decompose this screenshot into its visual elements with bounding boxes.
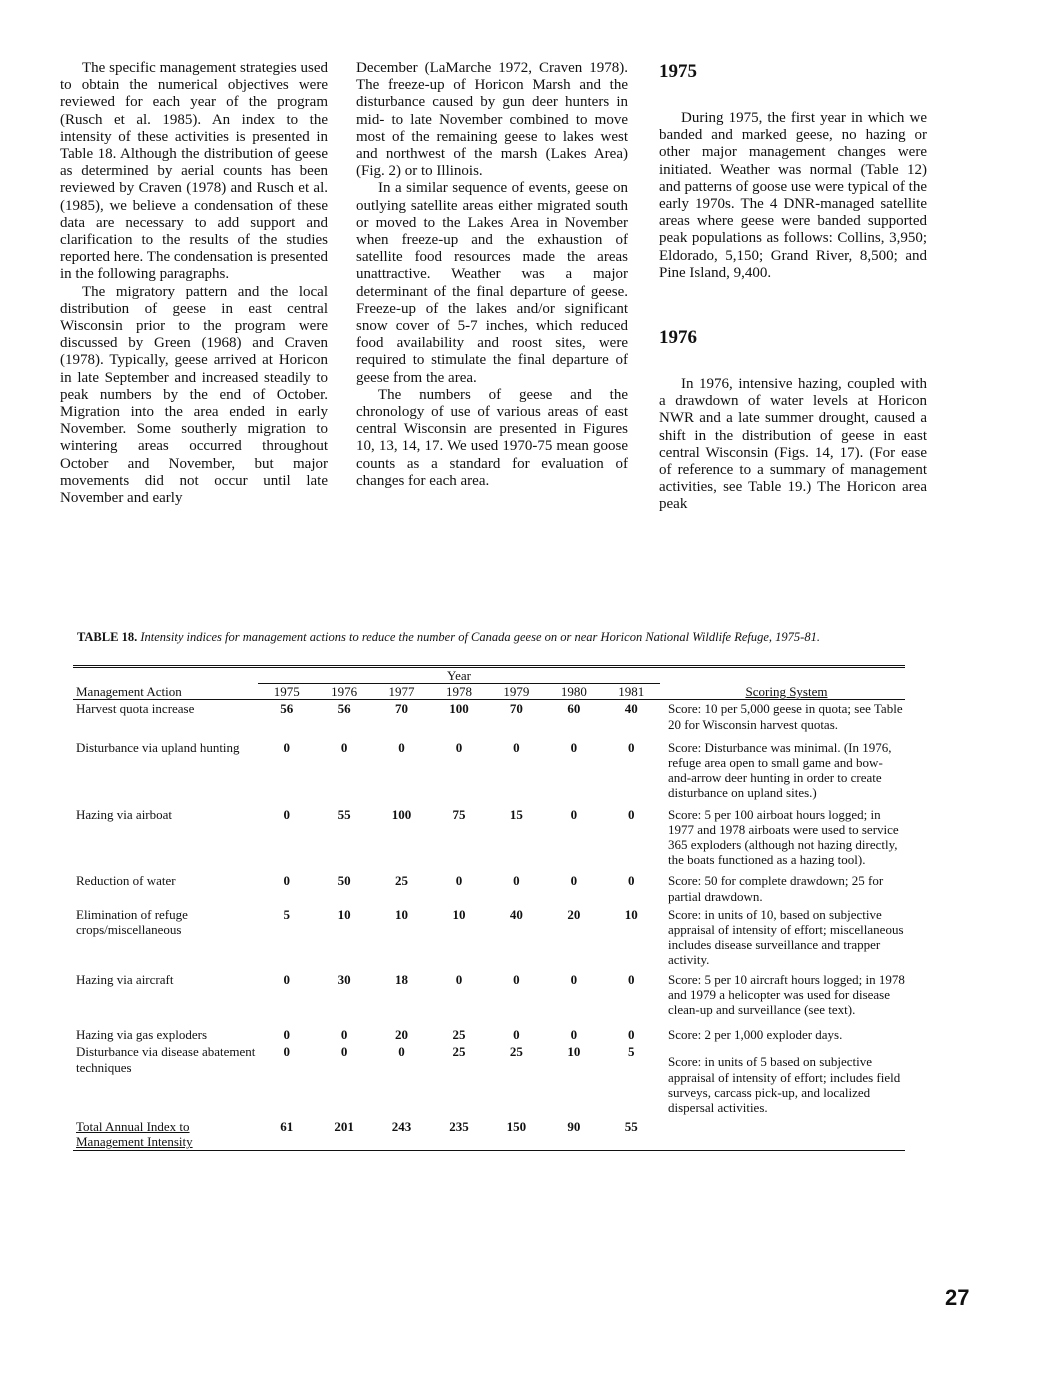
- table-caption-text: Intensity indices for management actions to reduce the number of Canada geese on or near Horicon National Wildlife Refuge, 1975-81.: [140, 630, 820, 644]
- paragraph: The migratory pattern and the local distribution of geese in east central Wisconsin prior to the program were discussed by Green (1968) and Craven (1978). Typically, geese arrived at Horicon in late September and increased steadily to peak numbers by the end of October. Migration into the area ended in early November. Some southerly migration to wintering areas occurred throughout October and November, but major movements did not occur until late November and early: [60, 283, 328, 507]
- cell-action: Hazing via gas exploders: [76, 1027, 208, 1043]
- cell-action: Reduction of water: [76, 873, 176, 889]
- cell-value: 25: [509, 1044, 523, 1060]
- table-row: [73, 1042, 905, 1115]
- cell-value: 55: [337, 806, 351, 822]
- table-label: TABLE 18.: [77, 630, 138, 644]
- cell-value: 70: [395, 701, 409, 717]
- cell-value: 0: [513, 739, 520, 755]
- table-row: [73, 701, 905, 731]
- text-column-3: [659, 60, 927, 514]
- cell-value: 20: [567, 906, 581, 922]
- cell-value: 150: [506, 1119, 527, 1135]
- cell-value: 40: [624, 701, 638, 717]
- cell-scoring: Score: in units of 5 based on subjective appraisal of intensity of effort; includes field surveys, carcass pick-up, and localized dispersal activities.: [668, 1054, 901, 1116]
- column-header-year: 1980: [560, 684, 587, 700]
- cell-value: 61: [280, 1119, 294, 1135]
- cell-value: 235: [449, 1119, 469, 1135]
- cell-value: 0: [283, 873, 290, 889]
- paragraph: In a similar sequence of events, geese on outlying satellite areas either migrated south or moved to the Lakes Area in November when freeze-up and the exhaustion of satellite food resources made the areas unattractive. Weather was a major determinant of the final departure of geese. Freeze-up of the lakes and/or significant snow cover of 5-7 inches, which reduced food availability and roost sites, were required to stimulate the final departure of geese from the area.: [356, 180, 628, 386]
- cell-value: 40: [509, 906, 523, 922]
- cell-action: Disturbance via disease abatement techniques: [76, 1044, 256, 1075]
- cell-value: 56: [280, 701, 294, 717]
- table-row: [73, 1115, 905, 1149]
- cell-value: 5: [628, 1044, 635, 1060]
- cell-value: 100: [449, 701, 469, 717]
- cell-scoring: Score: 10 per 5,000 geese in quota; see Table 20 for Wisconsin harvest quotas.: [668, 701, 903, 732]
- section-heading-1976: 1976: [659, 327, 697, 349]
- cell-value: 0: [455, 739, 463, 755]
- cell-value: 10: [452, 906, 466, 922]
- cell-value: 10: [337, 906, 351, 922]
- cell-scoring: Score: 5 per 10 aircraft hours logged; in 1978 and 1979 a helicopter was used for disease clean-up and surveillance (see text).: [668, 971, 905, 1018]
- cell-value: 10: [624, 906, 638, 922]
- cell-value: 20: [395, 1027, 409, 1043]
- paragraph: December (LaMarche 1972, Craven 1978). The freeze-up of Horicon Marsh and the disturbance caused by gun deer hunters in mid- to late November combined to move most of the remaining geese to lakes west and northwest of the marsh (Lakes Area) (Fig. 2) or to Illinois.: [356, 60, 628, 180]
- cell-value: 60: [567, 701, 581, 717]
- cell-value: 0: [283, 739, 290, 755]
- paragraph: The specific management strategies used to obtain the numerical objectives were reviewed for each year of the program (Rusch et al. 1985). An index to the intensity of these activities is presented in Table 18. Although the distribution of geese as determined by aerial counts has been reviewed by Craven (1978) and Rusch et al. (1985), we believe a condensation of these data are necessary to add support and clarification to the results of the studies reported here. The condensation is presented in the following paragraphs.: [60, 60, 328, 283]
- cell-value: 100: [391, 806, 412, 822]
- cell-value: 0: [398, 1044, 405, 1060]
- paragraph: In 1976, intensive hazing, coupled with a drawdown of water levels at Horicon NWR and a late summer drought, caused a shift in the distribution of geese in east central Wisconsin (Figs. 14, 17). (For ease of reference to a summary of management activities, see Table 19.) The Horicon area peak: [659, 376, 927, 513]
- cell-value: 90: [567, 1119, 581, 1135]
- cell-value: 0: [340, 1027, 348, 1043]
- cell-value: 0: [570, 806, 578, 822]
- cell-value: 0: [283, 806, 290, 822]
- column-header-year: 1981: [618, 684, 645, 700]
- paragraph: During 1975, the first year in which we banded and marked geese, no hazing or other major management changes were initiated. Weather was normal (Table 12) and patterns of goose use were typical of the early 1970s. The 4 DNR-managed satellite areas where geese were banded supported peak populations as follows: Collins, 3,950; Eldorado, 5,150; Grand River, 8,500; and Pine Island, 9,400.: [659, 110, 927, 281]
- cell-value: 0: [628, 971, 635, 987]
- cell-scoring: Score: Disturbance was minimal. (In 1976, refuge area open to small game and bow-and-arrow deer hunting in order to create disturbance on upland sites.): [668, 739, 892, 801]
- cell-action: Total Annual Index to Management Intensity: [76, 1119, 193, 1150]
- cell-value: 25: [452, 1044, 466, 1060]
- cell-value: 0: [340, 1044, 348, 1060]
- page-number: 27: [945, 1285, 970, 1310]
- cell-value: 0: [455, 971, 463, 987]
- cell-value: 0: [570, 1027, 578, 1043]
- text-column-2: [356, 60, 628, 490]
- cell-value: 0: [628, 739, 635, 755]
- paragraph: The numbers of geese and the chronology of use of various areas of east central Wisconsin are presented in Figures 10, 13, 14, 17. We used 1970-75 mean goose counts as a standard for evaluation of changes for each area.: [356, 386, 628, 489]
- cell-value: 75: [452, 806, 466, 822]
- table-caption: [77, 630, 902, 645]
- cell-scoring: Score: in units of 10, based on subjective appraisal of intensity of effort; miscellaneous includes disease surveillance and trapper activity.: [668, 906, 904, 968]
- cell-value: 0: [628, 806, 635, 822]
- cell-value: 0: [513, 873, 520, 889]
- cell-value: 0: [340, 739, 348, 755]
- column-header-year: 1979: [503, 684, 530, 700]
- cell-value: 0: [628, 873, 635, 889]
- cell-value: 18: [395, 971, 409, 987]
- cell-scoring: [660, 1115, 905, 1149]
- table-row: [73, 732, 905, 801]
- table-row: [73, 801, 905, 868]
- cell-value: 70: [509, 701, 523, 717]
- column-header-year: 1976: [331, 684, 358, 700]
- cell-value: 243: [391, 1119, 412, 1135]
- cell-value: 10: [395, 906, 409, 922]
- cell-value: 0: [455, 873, 463, 889]
- cell-value: 0: [283, 971, 290, 987]
- cell-value: 15: [509, 806, 523, 822]
- text-column-1: [60, 60, 328, 507]
- column-header-scoring: Scoring System: [745, 684, 828, 700]
- cell-value: 0: [398, 739, 405, 755]
- cell-value: 0: [513, 971, 520, 987]
- cell-value: 10: [567, 1044, 581, 1060]
- cell-value: 56: [337, 701, 351, 717]
- column-header-action: Management Action: [76, 684, 182, 700]
- column-header-year: 1977: [388, 684, 415, 700]
- table-row: [73, 904, 905, 968]
- cell-value: 201: [334, 1119, 354, 1135]
- cell-scoring: Score: 50 for complete drawdown; 25 for partial drawdown.: [668, 873, 884, 904]
- cell-value: 50: [337, 873, 351, 889]
- table-row: [73, 968, 905, 1018]
- cell-value: 55: [624, 1119, 638, 1135]
- cell-value: 5: [283, 906, 290, 922]
- cell-action: Hazing via airboat: [76, 806, 173, 822]
- table-row: [73, 1017, 905, 1042]
- column-header-year: 1975: [273, 684, 300, 700]
- cell-action: Harvest quota increase: [76, 701, 195, 717]
- table-row: [73, 867, 905, 903]
- year-header: Year: [258, 668, 660, 684]
- cell-value: 0: [513, 1027, 520, 1043]
- cell-scoring: Score: 2 per 1,000 exploder days.: [668, 1027, 843, 1043]
- cell-value: 25: [395, 873, 409, 889]
- cell-action: Elimination of refuge crops/miscellaneous: [76, 906, 188, 938]
- cell-value: 0: [283, 1044, 290, 1060]
- table-bottom-rule: [73, 1150, 905, 1151]
- data-table: [73, 665, 905, 1151]
- cell-scoring: Score: 5 per 100 airboat hours logged; in 1977 and 1978 airboats were used to service 365 exploders (although not hazing directly, the boats functioned as a hazing tool).: [668, 806, 899, 868]
- section-heading-1975: 1975: [659, 61, 697, 82]
- cell-value: 0: [628, 1027, 635, 1043]
- cell-value: 0: [570, 739, 578, 755]
- cell-value: 0: [570, 971, 578, 987]
- cell-action: Disturbance via upland hunting: [76, 739, 240, 755]
- cell-value: 0: [283, 1027, 290, 1043]
- cell-value: 30: [337, 971, 351, 987]
- column-header-year: 1978: [445, 684, 472, 700]
- cell-action: Hazing via aircraft: [76, 971, 174, 987]
- cell-value: 0: [570, 873, 578, 889]
- cell-value: 25: [452, 1027, 466, 1043]
